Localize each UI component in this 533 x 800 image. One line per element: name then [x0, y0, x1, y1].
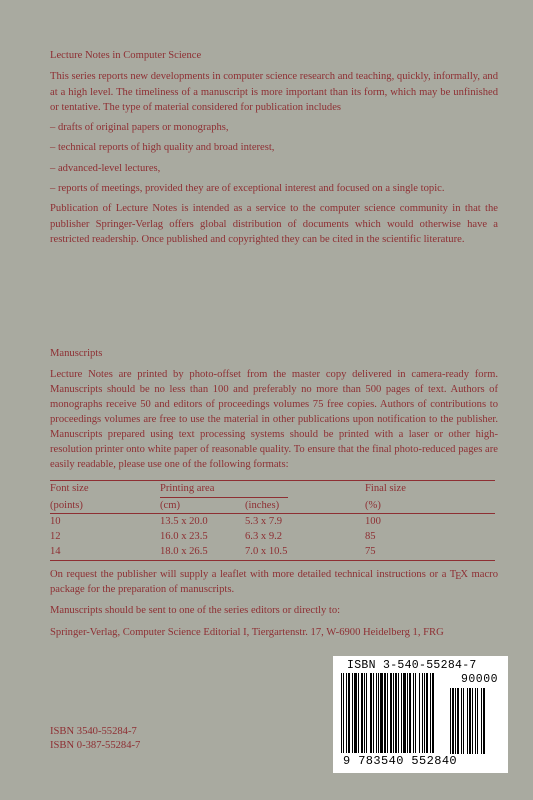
- series-title: Lecture Notes in Computer Science: [50, 50, 202, 61]
- formats-table: [50, 480, 495, 560]
- cell-font: 10: [50, 513, 160, 529]
- cell-final: 85: [365, 531, 376, 543]
- cell-font: 12: [50, 531, 61, 543]
- cell-cm: 18.0 x 26.5: [160, 546, 208, 558]
- table-row: [50, 544, 495, 560]
- barcode-isbn-text: ISBN 3-540-55284-7: [347, 659, 477, 672]
- cell-final: 75: [365, 546, 376, 558]
- col-header-font-unit: (points): [50, 499, 83, 511]
- bullet-item: – advanced-level lectures,: [50, 162, 161, 174]
- publication-paragraph: Publication of Lecture Notes is intended as a service to the computer science community in that the publisher Springer-Verlag offers global distribution of documents which would otherwise have a restricted readership. Once published and copyrighted they can be cited in the scientific literature.: [50, 203, 498, 245]
- bullet-item: – reports of meetings, provided they are of exceptional interest and focused on a single topic.: [50, 183, 445, 195]
- leaflet-paragraph: On request the publisher will supply a leaflet with more detailed technical instructions or a TEX macro package for the preparation of manuscripts.: [50, 568, 498, 596]
- manuscripts-tail: [50, 567, 498, 640]
- series-description: [50, 48, 498, 252]
- barcode-addon-bars-icon: [450, 688, 500, 756]
- col-header-area: Printing area: [160, 481, 288, 497]
- isbn-line: ISBN 0-387-55284-7: [50, 740, 141, 751]
- manuscripts-heading: Manuscripts: [50, 348, 103, 359]
- barcode-number-text: 9 783540 552840: [343, 754, 458, 768]
- manuscripts-section: [50, 346, 498, 640]
- bullet-item: – technical reports of high quality and broad interest,: [50, 142, 275, 154]
- col-header-cm: (cm): [160, 499, 180, 511]
- cell-inches: 6.3 x 9.2: [245, 531, 283, 543]
- isbn-line: ISBN 3540-55284-7: [50, 726, 137, 737]
- cell-cm: 13.5 x 20.0: [160, 513, 245, 529]
- bullet-item: – drafts of original papers or monographs,: [50, 122, 229, 134]
- publisher-address: Springer-Verlag, Computer Science Editorial I, Tiergartenstr. 17, W-6900 Heidelberg 1, FRG: [50, 626, 444, 638]
- cell-inches: 5.3 x 7.9: [245, 513, 365, 529]
- series-intro: This series reports new developments in computer science research and teaching, quickly, informally, and at a high level. The timeliness of a manuscript is more important than its form, which may be unfinished or tentative. The type of material considered for publication includes: [50, 71, 498, 113]
- cell-inches: 7.0 x 10.5: [245, 546, 288, 558]
- send-instructions: Manuscripts should be sent to one of the series editors or directly to:: [50, 605, 341, 617]
- col-header-inches: (inches): [245, 499, 280, 511]
- cell-final: 100: [365, 513, 495, 529]
- cell-font: 14: [50, 546, 61, 558]
- col-header-font: Font size: [50, 481, 160, 498]
- barcode-addon-text: 90000: [460, 673, 498, 686]
- manuscripts-body: Lecture Notes are printed by photo-offset from the master copy delivered in camera-ready form. Manuscripts should be no less than 100 and preferably no more than 500 pages of text. Authors of monographs receive 50 and editors of proceedings volumes 75 free copies. Authors of contributions to proceedings volumes are free to use the material in other publications upon notification to the publisher. Manuscripts prepared using text processing systems should be printed with a laser or other high-resolution printer onto white paper of reasonable quality. To ensure that the final photo-reduced pages are easily readable, please use one of the following formats:: [50, 369, 498, 471]
- barcode: [333, 656, 508, 773]
- col-header-final: Final size: [365, 481, 495, 498]
- table-row: [50, 529, 495, 544]
- col-header-pct: (%): [365, 499, 381, 511]
- table-row: [50, 513, 495, 529]
- isbn-block: [50, 725, 250, 753]
- cell-cm: 16.0 x 23.5: [160, 531, 208, 543]
- barcode-bars-icon: [341, 673, 449, 757]
